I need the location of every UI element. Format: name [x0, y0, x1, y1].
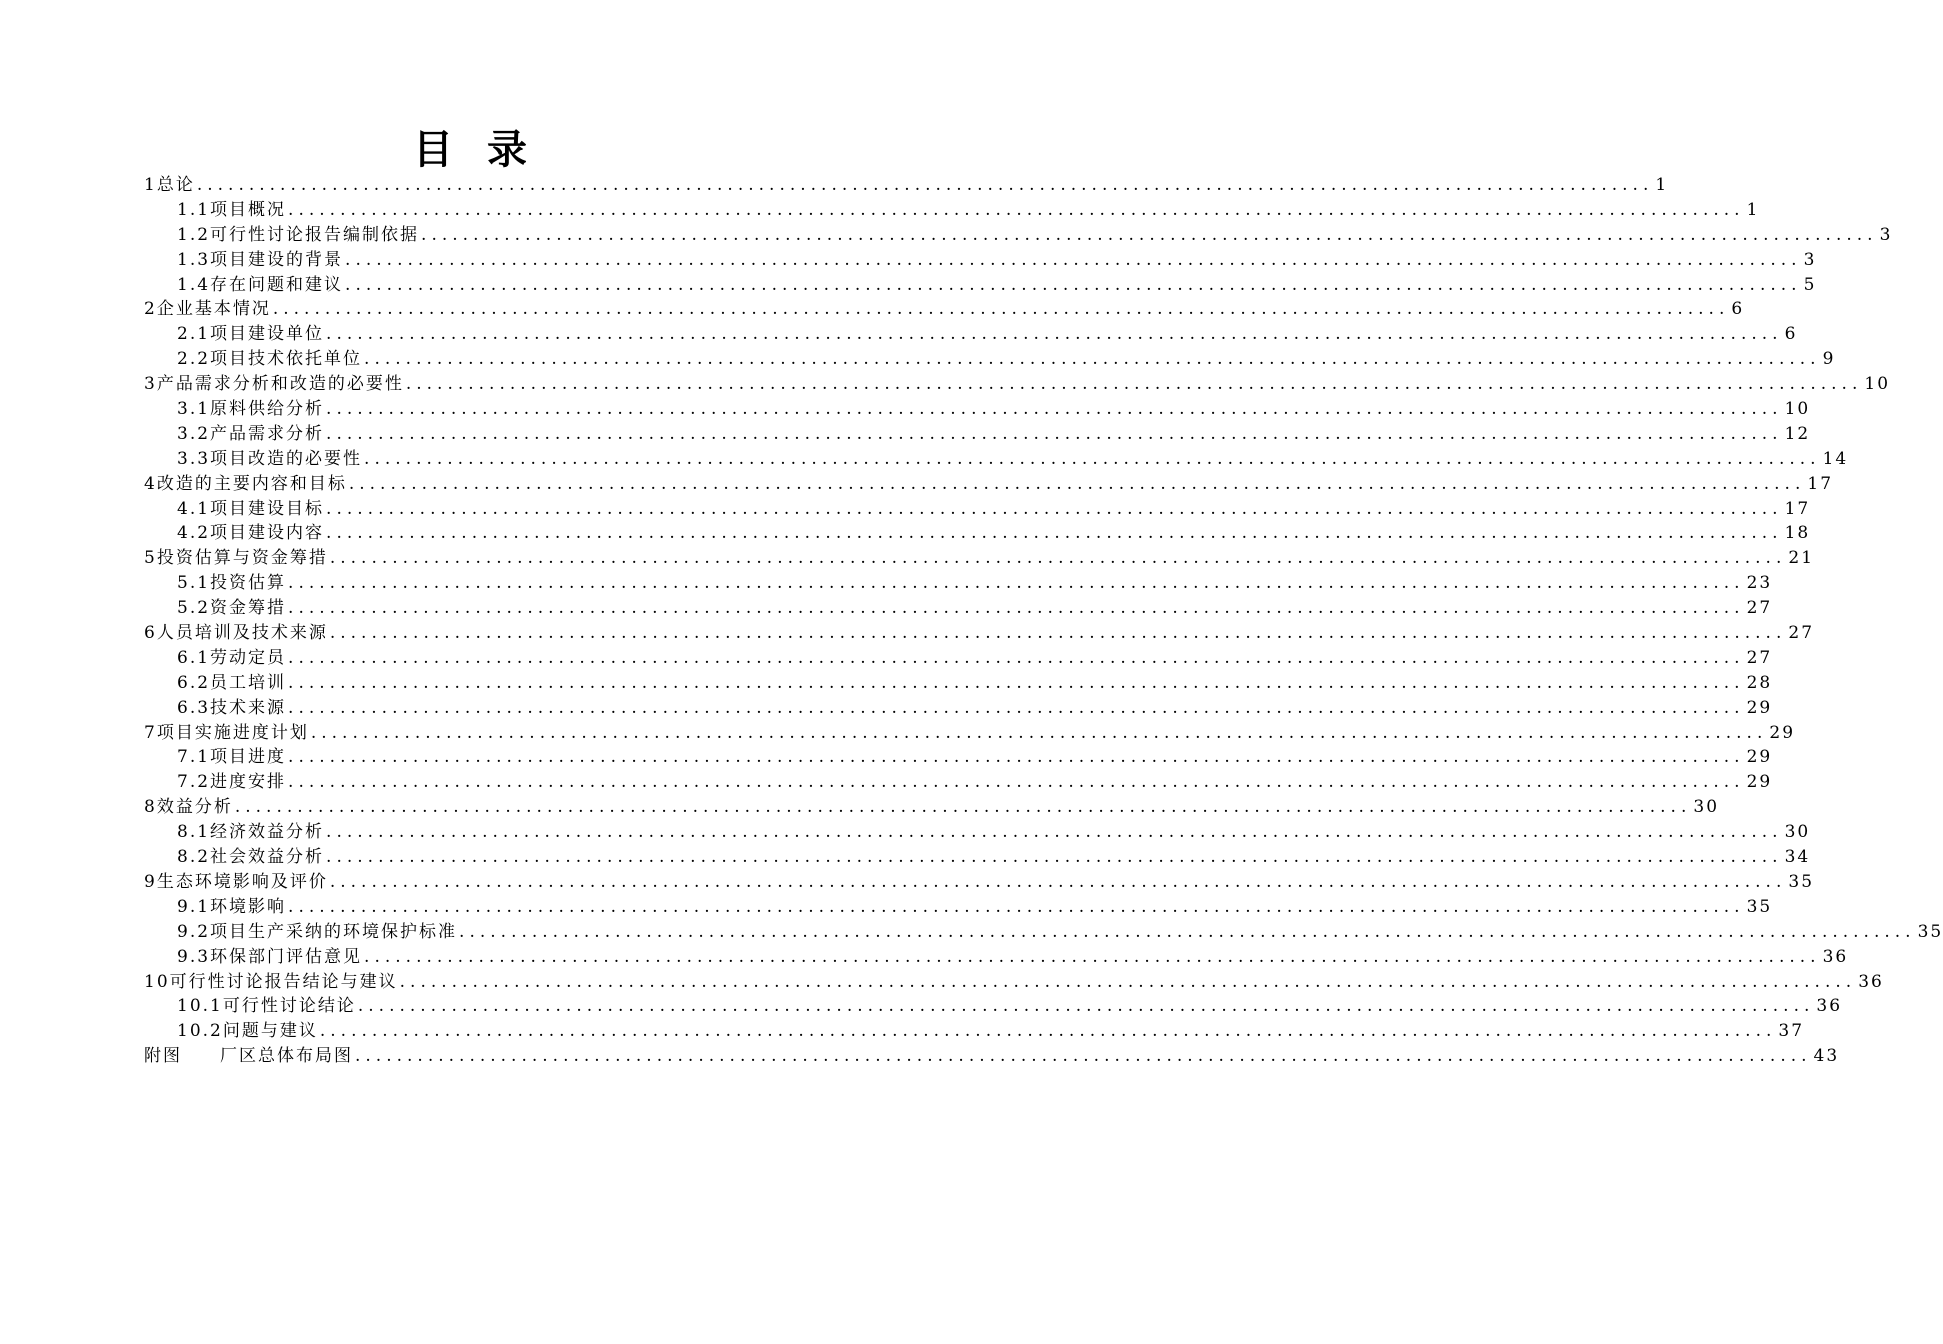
toc-entry[interactable] — [144, 546, 1815, 571]
toc-entry-page: 30 — [1693, 797, 1720, 818]
toc-entry-title: 项目生产采纳的环境保护标准 — [210, 921, 458, 942]
dot-leader: ............................................................................................................................................ — [288, 647, 1745, 668]
toc-entry-page: 29 — [1769, 722, 1796, 743]
toc-entry-page: 10 — [1784, 399, 1811, 420]
toc-entry[interactable] — [144, 497, 1811, 522]
toc-entry-title: 技术来源 — [210, 697, 287, 718]
toc-entry[interactable] — [144, 696, 1773, 721]
toc-entry-page: 3 — [1879, 224, 1893, 245]
toc-entry-page: 10 — [1864, 374, 1891, 395]
toc-entry-number: 9.2 — [177, 921, 211, 942]
toc-entry-number: 1.3 — [177, 249, 211, 270]
toc-entry-number: 3.2 — [177, 423, 211, 444]
dot-leader: ............................................................................................................................................ — [364, 448, 1821, 469]
toc-entry-number: 1.2 — [177, 224, 211, 245]
toc-entry-title: 产品需求分析和改造的必要性 — [156, 374, 404, 395]
toc-entry[interactable] — [144, 248, 1817, 273]
toc-entry-page: 12 — [1784, 423, 1811, 444]
toc-entry-title: 进度安排 — [210, 772, 287, 793]
toc-entry-page: 27 — [1788, 623, 1815, 644]
toc-entry-title: 项目概况 — [210, 199, 287, 220]
toc-entry[interactable] — [144, 945, 1849, 970]
toc-entry-number: 3.1 — [177, 399, 211, 420]
toc-entry-number: 4.2 — [177, 523, 211, 544]
toc-entry-number: 6.2 — [177, 672, 211, 693]
toc-entry-number: 9 — [144, 871, 157, 892]
toc-entry-page: 30 — [1784, 822, 1811, 843]
toc-entry[interactable] — [144, 571, 1773, 596]
toc-entry-page: 35 — [1917, 921, 1943, 942]
toc-entry[interactable] — [144, 596, 1773, 621]
toc-entry-number: 9.3 — [177, 946, 211, 967]
toc-entry-number: 10 — [144, 971, 170, 992]
dot-leader: ............................................................................................................................................ — [345, 249, 1802, 270]
page-title: 目 录 — [413, 127, 537, 173]
dot-leader: ............................................................................................................................................ — [288, 772, 1745, 793]
toc-entry-title: 厂区总体布局图 — [220, 1046, 353, 1067]
toc-entry-title: 效益分析 — [156, 797, 233, 818]
toc-entry[interactable] — [144, 845, 1811, 870]
toc-entry-page: 1 — [1746, 199, 1760, 220]
dot-leader: ............................................................................................................................................ — [348, 473, 1806, 494]
dot-leader: ............................................................................................................................................ — [234, 797, 1692, 818]
toc-entry[interactable] — [144, 397, 1811, 422]
dot-leader: ............................................................................................................................................ — [405, 374, 1863, 395]
toc-entry-title: 投资估算与资金筹措 — [156, 548, 328, 569]
toc-entry-title: 项目建设单位 — [210, 324, 325, 345]
toc-entry-number: 5.1 — [177, 573, 211, 594]
toc-entry-page: 17 — [1807, 473, 1834, 494]
dot-leader: ............................................................................................................................................ — [326, 399, 1783, 420]
toc-entry-title: 项目技术依托单位 — [210, 349, 363, 370]
dot-leader: ............................................................................................................................................ — [288, 598, 1745, 619]
dot-leader: ............................................................................................................................................ — [288, 573, 1745, 594]
toc-entry-number: 2 — [144, 299, 157, 320]
toc-entry[interactable] — [144, 920, 1943, 945]
toc-entry-title: 社会效益分析 — [210, 847, 325, 868]
toc-entry-title: 项目建设的背景 — [210, 249, 344, 270]
toc-entry[interactable] — [144, 372, 1891, 397]
toc-entry-number: 2.2 — [177, 349, 211, 370]
toc-entry[interactable] — [144, 223, 1893, 248]
toc-entry-title: 可行性讨论结论 — [222, 996, 356, 1017]
toc-entry[interactable] — [144, 895, 1773, 920]
dot-leader: ............................................................................................................................................ — [288, 199, 1745, 220]
toc-entry-page: 35 — [1746, 896, 1773, 917]
dot-leader: ............................................................................................................................................ — [355, 1046, 1812, 1067]
toc-entry-number: 10.1 — [177, 996, 223, 1017]
toc-entry-number: 1.1 — [177, 199, 211, 220]
dot-leader: ............................................................................................................................................ — [326, 847, 1783, 868]
toc-entry-page: 6 — [1731, 299, 1745, 320]
toc-entry-page: 21 — [1788, 548, 1815, 569]
toc-entry-number: 6.3 — [177, 697, 211, 718]
toc-entry[interactable] — [144, 198, 1760, 223]
toc-entry-number: 6 — [144, 623, 157, 644]
toc-entry[interactable] — [144, 297, 1745, 322]
toc-entry-number: 3 — [144, 374, 157, 395]
toc-entry-page: 27 — [1746, 598, 1773, 619]
toc-entry-title: 生态环境影响及评价 — [156, 871, 328, 892]
toc-entry-title: 产品需求分析 — [210, 423, 325, 444]
toc-entry-page: 29 — [1746, 747, 1773, 768]
dot-leader: ............................................................................................................................................ — [329, 623, 1787, 644]
toc-entry[interactable] — [144, 721, 1796, 746]
toc-entry-title: 经济效益分析 — [210, 822, 325, 843]
dot-leader: ............................................................................................................................................ — [326, 498, 1783, 519]
dot-leader: ............................................................................................................................................ — [357, 996, 1815, 1017]
dot-leader: ............................................................................................................................................ — [272, 299, 1730, 320]
toc-entry-title: 企业基本情况 — [156, 299, 271, 320]
toc-entry-page: 34 — [1784, 847, 1811, 868]
toc-entry-page: 6 — [1784, 324, 1798, 345]
toc-entry-title: 原料供给分析 — [210, 399, 325, 420]
toc-entry[interactable] — [144, 970, 1884, 995]
dot-leader: ............................................................................................................................................ — [399, 971, 1857, 992]
toc-entry-title: 问题与建议 — [222, 1021, 318, 1042]
dot-leader: ............................................................................................................................................ — [310, 722, 1768, 743]
dot-leader: ............................................................................................................................................ — [421, 224, 1878, 245]
toc-entry-number: 6.1 — [177, 647, 211, 668]
toc-entry-number: 4 — [144, 473, 157, 494]
toc-entry-number: 8 — [144, 797, 157, 818]
toc-entry-title: 项目改造的必要性 — [210, 448, 363, 469]
toc-entry-number: 8.2 — [177, 847, 211, 868]
toc-entry[interactable] — [144, 870, 1815, 895]
toc-entry-number: 4.1 — [177, 498, 211, 519]
toc-entry-title: 可行性讨论报告结论与建议 — [169, 971, 398, 992]
toc-entry-page: 18 — [1784, 523, 1811, 544]
toc-entry-title: 项目实施进度计划 — [156, 722, 309, 743]
toc-entry-number: 5.2 — [177, 598, 211, 619]
dot-leader: ............................................................................................................................................ — [329, 871, 1787, 892]
toc-entry-number: 附图 — [144, 1046, 182, 1067]
toc-entry-title: 员工培训 — [210, 672, 287, 693]
dot-leader: ............................................................................................................................................ — [329, 548, 1787, 569]
dot-leader: ............................................................................................................................................ — [326, 822, 1783, 843]
toc-entry-number: 8.1 — [177, 822, 211, 843]
toc-entry-title: 人员培训及技术来源 — [156, 623, 328, 644]
toc-entry-title: 项目建设目标 — [210, 498, 325, 519]
toc-entry[interactable] — [144, 795, 1720, 820]
toc-entry-number: 7.1 — [177, 747, 211, 768]
toc-entry-number: 7.2 — [177, 772, 211, 793]
toc-entry-page: 36 — [1822, 946, 1849, 967]
toc-entry-number: 1 — [144, 175, 157, 195]
dot-leader: ............................................................................................................................................ — [345, 274, 1802, 295]
toc-entry-page: 14 — [1822, 448, 1849, 469]
toc-entry[interactable] — [144, 322, 1798, 347]
toc-entry-title: 投资估算 — [210, 573, 287, 594]
toc-entry-page: 17 — [1784, 498, 1811, 519]
toc-entry-page: 23 — [1746, 573, 1773, 594]
toc-entry-page: 35 — [1788, 871, 1815, 892]
dot-leader: ............................................................................................................................................ — [364, 349, 1821, 370]
toc-entry-page: 1 — [1655, 175, 1669, 195]
toc-entry[interactable] — [144, 173, 1669, 198]
toc-entry-title: 项目建设内容 — [210, 523, 325, 544]
toc-entry[interactable] — [144, 770, 1773, 795]
toc-entry-title: 资金筹措 — [210, 598, 287, 619]
toc-entry-number: 5 — [144, 548, 157, 569]
toc-entry-title: 改造的主要内容和目标 — [156, 473, 347, 494]
toc-entry-page: 29 — [1746, 697, 1773, 718]
toc-entry[interactable] — [144, 422, 1811, 447]
toc-entry-number: 3.3 — [177, 448, 211, 469]
toc-entry-title: 环境影响 — [210, 896, 287, 917]
toc-entry-title: 劳动定员 — [210, 647, 287, 668]
toc-entry-page: 9 — [1822, 349, 1836, 370]
toc-entry[interactable] — [144, 820, 1811, 845]
toc-entry-number: 2.1 — [177, 324, 211, 345]
toc-entry[interactable] — [144, 347, 1836, 372]
toc-entry-title: 存在问题和建议 — [210, 274, 344, 295]
toc-entry[interactable] — [144, 447, 1849, 472]
toc-entry-page: 3 — [1803, 249, 1817, 270]
toc-entry[interactable] — [144, 472, 1834, 497]
dot-leader: ............................................................................................................................................ — [288, 672, 1745, 693]
dot-leader: ............................................................................................................................................ — [326, 523, 1783, 544]
toc-entry-page: 5 — [1803, 274, 1817, 295]
toc-entry[interactable] — [144, 521, 1811, 546]
dot-leader: ............................................................................................................................................ — [288, 697, 1745, 718]
toc-entry[interactable] — [144, 1044, 1840, 1069]
toc-entry-page: 36 — [1816, 996, 1843, 1017]
toc-entry-title: 环保部门评估意见 — [210, 946, 363, 967]
toc-entry-number: 10.2 — [177, 1021, 223, 1042]
dot-leader: ............................................................................................................................................ — [196, 175, 1654, 195]
toc-entry-number: 9.1 — [177, 896, 211, 917]
dot-leader: ............................................................................................................................................ — [288, 747, 1745, 768]
toc-entry[interactable] — [144, 273, 1817, 298]
toc-entry-page: 36 — [1858, 971, 1884, 992]
toc-entry-page: 29 — [1746, 772, 1773, 793]
table-of-contents — [144, 173, 1943, 1069]
toc-entry-title: 可行性讨论报告编制依据 — [210, 224, 420, 245]
toc-entry-page: 27 — [1746, 647, 1773, 668]
toc-entry-number: 1.4 — [177, 274, 211, 295]
toc-entry-title: 项目进度 — [210, 747, 287, 768]
toc-entry-number: 7 — [144, 722, 157, 743]
toc-entry-page: 28 — [1746, 672, 1773, 693]
toc-entry[interactable] — [144, 671, 1773, 696]
toc-entry[interactable] — [144, 646, 1773, 671]
dot-leader: ............................................................................................................................................ — [319, 1021, 1777, 1042]
toc-entry[interactable] — [144, 1019, 1805, 1044]
toc-entry-title: 总论 — [156, 175, 195, 195]
dot-leader: ............................................................................................................................................ — [459, 921, 1916, 942]
toc-entry-page: 43 — [1813, 1046, 1840, 1067]
dot-leader: ............................................................................................................................................ — [364, 946, 1821, 967]
toc-entry-page: 37 — [1778, 1021, 1805, 1042]
dot-leader: ............................................................................................................................................ — [326, 324, 1783, 345]
toc-entry[interactable] — [144, 621, 1815, 646]
toc-entry[interactable] — [144, 994, 1843, 1019]
dot-leader: ............................................................................................................................................ — [288, 896, 1745, 917]
toc-entry[interactable] — [144, 745, 1773, 770]
dot-leader: ............................................................................................................................................ — [326, 423, 1783, 444]
